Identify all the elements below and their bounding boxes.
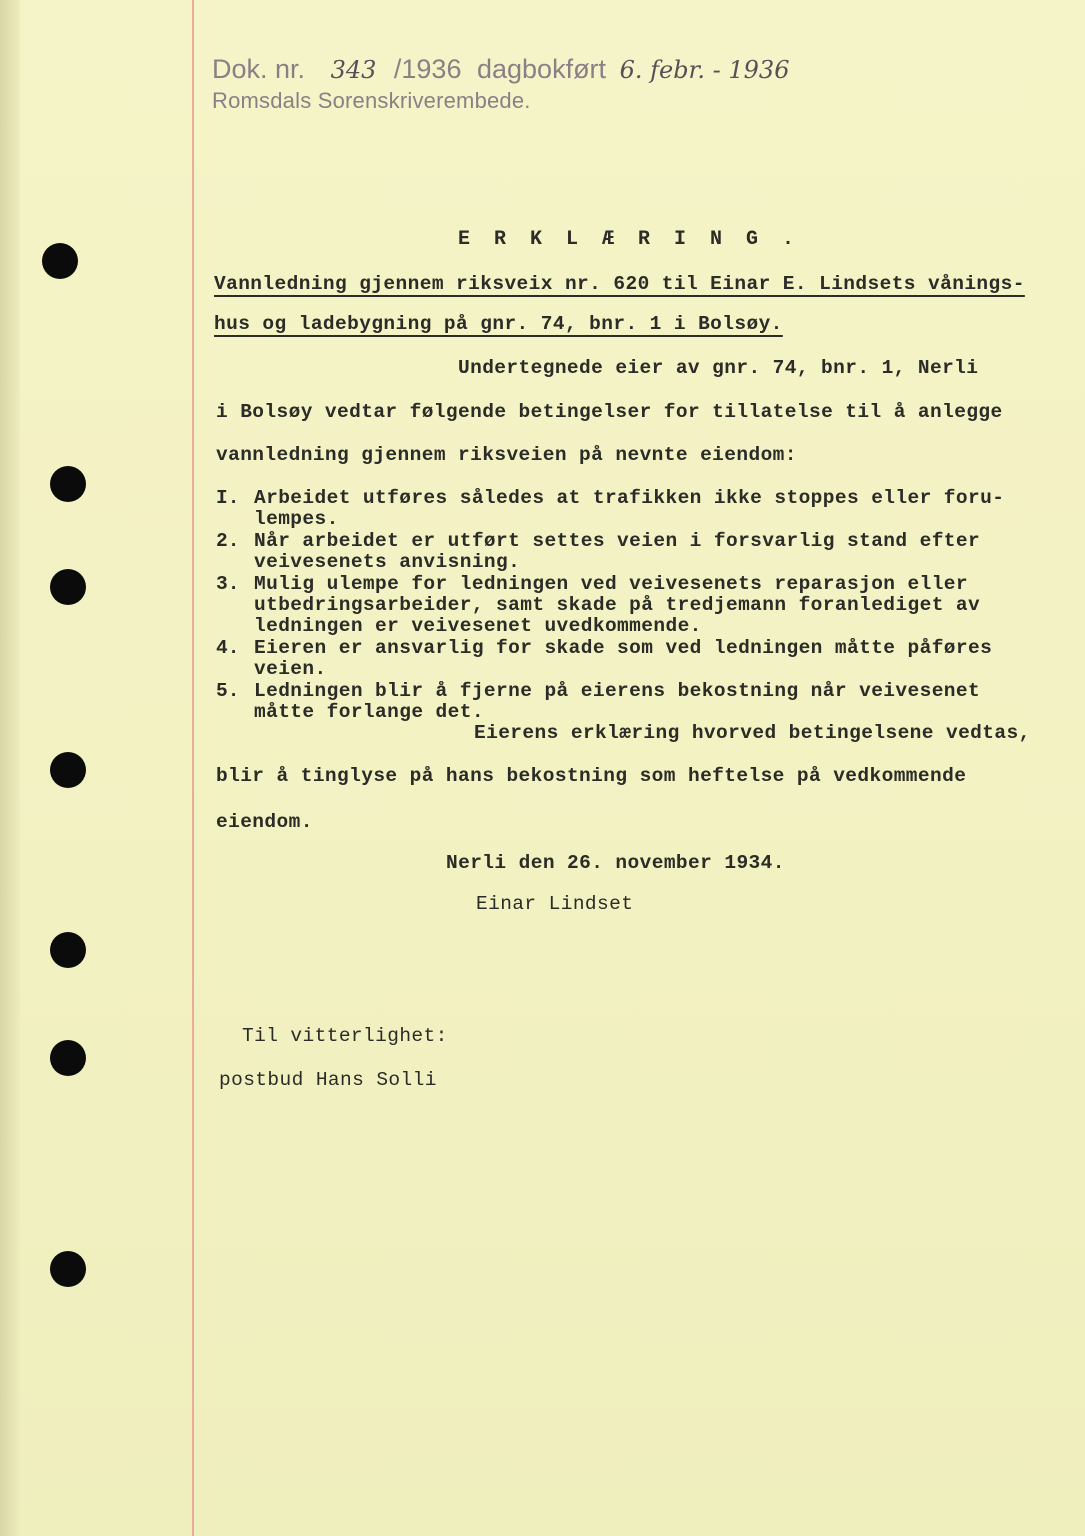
condition-number: 5.	[216, 680, 240, 702]
margin-line	[192, 0, 194, 1536]
closing-text: blir å tinglyse på hans bekostning som heftelse på vedkommende	[216, 765, 967, 787]
punch-hole	[50, 932, 86, 968]
place-date: Nerli den 26. november 1934.	[446, 852, 785, 874]
punch-hole	[50, 752, 86, 788]
punch-hole	[50, 466, 86, 502]
registry-stamp	[212, 54, 789, 85]
punch-hole	[50, 1040, 86, 1076]
condition-text: utbedringsarbeider, samt skade på tredjemann foranlediget av	[254, 594, 981, 616]
witness-name: postbud Hans Solli	[219, 1069, 437, 1091]
condition-number: 4.	[216, 637, 240, 659]
stamp-dok-label: Dok. nr.	[212, 54, 306, 84]
page-edge	[0, 0, 20, 1536]
intro-text: i Bolsøy vedtar følgende betingelser for tillatelse til å anlegge	[216, 401, 1003, 423]
punch-hole	[42, 243, 78, 279]
condition-text: Eieren er ansvarlig for skade som ved ledningen måtte påføres	[254, 637, 993, 659]
condition-text: Ledningen blir å fjerne på eierens bekostning når veivesenet	[254, 680, 981, 702]
condition-number: 3.	[216, 573, 240, 595]
signature: Einar Lindset	[476, 893, 634, 915]
intro-text: vannledning gjennem riksveien på nevnte eiendom:	[216, 444, 797, 466]
stamp-year: /1936	[393, 54, 462, 84]
stamp-dok-number: 343	[330, 56, 377, 84]
condition-text: lempes.	[254, 508, 339, 530]
punch-hole	[50, 569, 86, 605]
subject-line: Vannledning gjennem riksveix nr. 620 til Einar E. Lindsets vånings-	[214, 273, 1025, 295]
stamp-date: 6. febr. - 1936	[619, 56, 790, 84]
condition-number: I.	[216, 487, 240, 509]
closing-text: Eierens erklæring hvorved betingelsene vedtas,	[474, 722, 1031, 744]
condition-text: veien.	[254, 658, 327, 680]
punch-hole	[50, 1251, 86, 1287]
witness-label: Til vitterlighet:	[242, 1025, 448, 1047]
condition-text: ledningen er veivesenet uvedkommende.	[254, 615, 702, 637]
condition-text: Arbeidet utføres således at trafikken ikke stoppes eller foru-	[254, 487, 1005, 509]
stamp-dagbokfort-label: dagbokført	[476, 54, 607, 84]
condition-text: Mulig ulempe for ledningen ved veivesenets reparasjon eller	[254, 573, 969, 595]
condition-text: måtte forlange det.	[254, 701, 484, 723]
condition-text: veivesenets anvisning.	[254, 551, 521, 573]
condition-text: Når arbeidet er utført settes veien i forsvarlig stand efter	[254, 530, 981, 552]
stamp-office: Romsdals Sorenskriverembede.	[212, 88, 531, 113]
condition-number: 2.	[216, 530, 240, 552]
document-title: E R K L Æ R I N G .	[458, 228, 801, 251]
closing-text: eiendom.	[216, 811, 313, 833]
intro-text: Undertegnede eier av gnr. 74, bnr. 1, Nerli	[458, 357, 979, 379]
subject-line: hus og ladebygning på gnr. 74, bnr. 1 i Bolsøy.	[214, 313, 783, 335]
